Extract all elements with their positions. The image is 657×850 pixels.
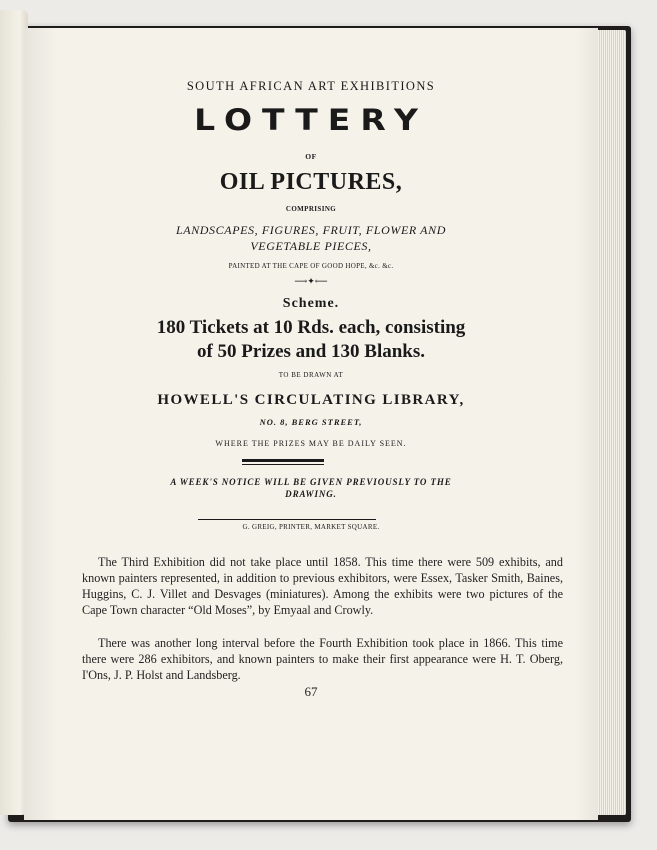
poster-notice-line1: A WEEK'S NOTICE WILL BE GIVEN PREVIOUSLY TO THE <box>170 477 452 487</box>
printer-rule <box>198 519 376 520</box>
poster-notice-line2: DRAWING. <box>285 489 337 499</box>
poster-subtitle: OIL PICTURES, <box>219 169 403 195</box>
body-paragraph-2 <box>82 635 563 683</box>
body-paragraph-1 <box>82 554 563 618</box>
poster-scheme: Scheme. <box>282 296 340 311</box>
poster-address: NO. 8, BERG STREET, <box>259 417 363 427</box>
poster-library: HOWELL'S CIRCULATING LIBRARY, <box>157 392 465 408</box>
ornament-divider: ⟶✦⟵ <box>294 276 328 286</box>
poster-of: OF <box>305 152 317 161</box>
poster-where: WHERE THE PRIZES MAY BE DAILY SEEN. <box>215 439 407 448</box>
poster-header: SOUTH AFRICAN ART EXHIBITIONS <box>186 79 436 93</box>
poster-subjects-line2: VEGETABLE PIECES, <box>250 239 372 253</box>
poster-painted-at: PAINTED AT THE CAPE OF GOOD HOPE, &c. &c. <box>228 262 394 270</box>
double-rule <box>242 459 324 465</box>
book-page <box>24 28 598 820</box>
paragraph-text: There was another long interval before the Fourth Exhibition took place in 1866. This time there were 286 exhibitors, and known painters to make their first appearance were H. T. Oberg, I'Ons, J. P. Holst and Landsberg. <box>82 636 563 682</box>
poster-subjects-line1: LANDSCAPES, FIGURES, FRUIT, FLOWER AND <box>175 223 446 237</box>
poster-tickets: 180 Tickets at 10 Rds. each, consisting <box>156 317 466 338</box>
paragraph-text: The Third Exhibition did not take place until 1858. This time there were 509 exhibits, and known painters represented, in addition to previous exhibitors, were Essex, Tasker Smith, Baines, Huggins, C. J. Villet and Desvages (miniatures). Among the exhibits were two pictures of the Cape Town character “Old Moses”, by Emyaal and Crowly. <box>82 555 563 617</box>
poster-printer: G. GREIG, PRINTER, MARKET SQUARE. <box>242 523 380 531</box>
poster-prizes: of 50 Prizes and 130 Blanks. <box>196 341 426 362</box>
poster-title: LOTTERY <box>194 101 428 138</box>
poster-drawn-at: TO BE DRAWN AT <box>278 371 344 379</box>
page-number: 67 <box>304 684 318 699</box>
poster-comprising: COMPRISING <box>285 205 337 213</box>
